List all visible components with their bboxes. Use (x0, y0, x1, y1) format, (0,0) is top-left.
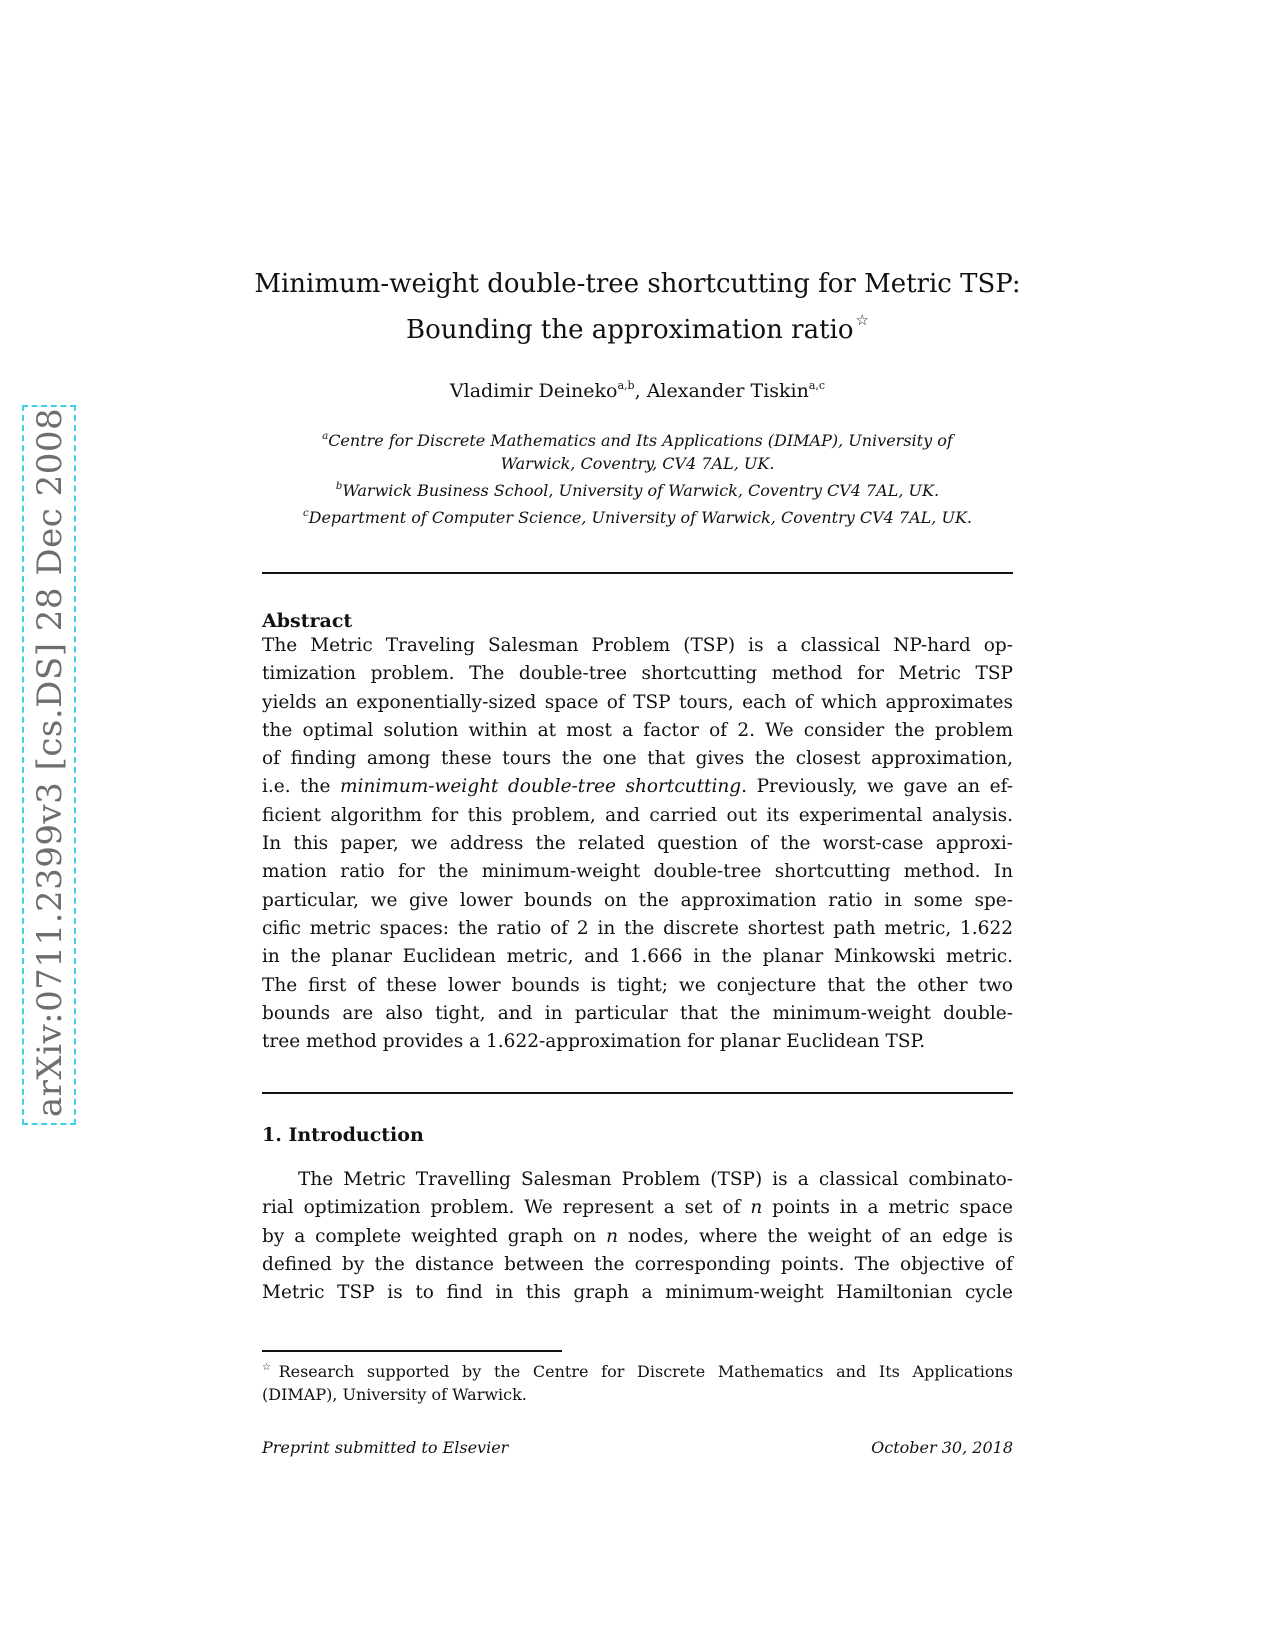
abstract-line: bounds are also tight, and in particular that the minimum-weight double- (262, 1002, 1013, 1024)
affiliation-text: Warwick Business School, University of Warwick, Coventry CV4 7AL, UK. (342, 481, 940, 500)
intro-math-n: n (606, 1225, 618, 1247)
footnote-line: (DIMAP), University of Warwick. (262, 1385, 527, 1404)
footer-preprint-note: Preprint submitted to Elsevier (262, 1438, 509, 1457)
title-line-2 (240, 302, 1035, 348)
paper-title (240, 266, 1035, 348)
introduction-body (262, 1166, 1013, 1307)
abstract-line: The Metric Traveling Salesman Problem (TSP) is a classical NP-hard op- (262, 635, 1013, 656)
affiliations (240, 425, 1035, 529)
intro-line: The Metric Travelling Salesman Problem (TSP) is a classical combinato- (298, 1169, 1013, 1190)
abstract-line: particular, we give lower bounds on the approximation ratio in some spe- (262, 889, 1013, 911)
abstract-emphasis: minimum-weight double-tree shortcutting (339, 776, 742, 798)
intro-line: defined by the distance between the corresponding points. The objective of (262, 1253, 1013, 1275)
footnote-text: Research supported by the Centre for Discrete Mathematics and Its Applications (278, 1362, 1013, 1381)
abstract-text: . Previously, we gave an ef- (741, 776, 1014, 798)
abstract-line: ficient algorithm for this problem, and carried out its experimental analysis. (262, 804, 1013, 826)
affiliation-c (240, 502, 1035, 529)
footnote-line (262, 1356, 1013, 1383)
author-affil-marks: a,b (617, 379, 635, 392)
section-heading-introduction: 1. Introduction (262, 1124, 424, 1146)
affiliation-a-cont: Warwick, Coventry, CV4 7AL, UK. (500, 454, 775, 473)
title-footnote-star-icon: ☆ (855, 311, 869, 329)
intro-text: rial optimization problem. We represent a set of (262, 1197, 751, 1219)
author-affil-marks: a,c (808, 379, 826, 392)
abstract-line: cific metric spaces: the ratio of 2 in the discrete shortest path metric, 1.622 (262, 917, 1013, 939)
abstract-line: tree method provides a 1.622-approximation for planar Euclidean TSP. (262, 1031, 926, 1053)
abstract-line: the optimal solution within at most a factor of 2. We consider the problem (262, 719, 1013, 741)
footer-date: October 30, 2018 (871, 1438, 1013, 1457)
abstract-line: yields an exponentially-sized space of TSP tours, each of which approximates (262, 691, 1013, 713)
abstract-line: timization problem. The double-tree shortcutting method for Metric TSP (262, 663, 1013, 685)
intro-text: by a complete weighted graph on (262, 1225, 607, 1247)
footnote-star-icon: ☆ (262, 1362, 279, 1373)
abstract-bottom-rule (262, 1092, 1013, 1094)
affiliation-a (240, 425, 1035, 452)
author-name: Alexander Tiskin (646, 380, 809, 402)
author-separator: , (634, 380, 647, 402)
abstract-line: The first of these lower bounds is tight; we conjecture that the other two (262, 974, 1013, 996)
abstract-line (262, 773, 1013, 801)
abstract-line: In this paper, we address the related question of the worst-case approxi- (262, 833, 1013, 855)
title-line-1: Minimum-weight double-tree shortcutting for Metric TSP: (254, 269, 1021, 299)
author-name: Vladimir Deineko (449, 380, 618, 402)
affiliation-mark: c (303, 508, 309, 519)
abstract-top-rule (262, 572, 1013, 574)
intro-line (262, 1223, 1013, 1251)
abstract-line: in the planar Euclidean metric, and 1.666 in the planar Minkowski metric. (262, 946, 1013, 968)
intro-line: Metric TSP is to find in this graph a minimum-weight Hamiltonian cycle (262, 1282, 1013, 1304)
affiliation-text: Department of Computer Science, University of Warwick, Coventry CV4 7AL, UK. (308, 508, 972, 527)
affiliation-b (240, 475, 1035, 502)
title-line-2-text: Bounding the approximation ratio (406, 315, 854, 345)
abstract-heading: Abstract (262, 610, 353, 632)
affiliation-text: Centre for Discrete Mathematics and Its Applications (DIMAP), University of (328, 431, 953, 450)
intro-text: points in a metric space (762, 1197, 1013, 1219)
intro-text: nodes, where the weight of an edge is (617, 1225, 1013, 1247)
affiliation-mark: a (322, 431, 329, 442)
abstract-body (262, 632, 1013, 1056)
abstract-line: mation ratio for the minimum-weight double-tree shortcutting method. In (262, 861, 1013, 883)
authors (240, 373, 1035, 404)
abstract-line: of finding among these tours the one that gives the closest approximation, (262, 748, 1013, 770)
affiliation-mark: b (335, 481, 343, 492)
intro-line (262, 1194, 1013, 1222)
arxiv-stamp: arXiv:0711.2399v3 [cs.DS] 28 Dec 2008 (30, 407, 70, 1118)
footnote (262, 1356, 1013, 1406)
abstract-text: i.e. the (262, 776, 340, 798)
footnote-rule (262, 1350, 562, 1352)
intro-math-n: n (750, 1197, 763, 1219)
